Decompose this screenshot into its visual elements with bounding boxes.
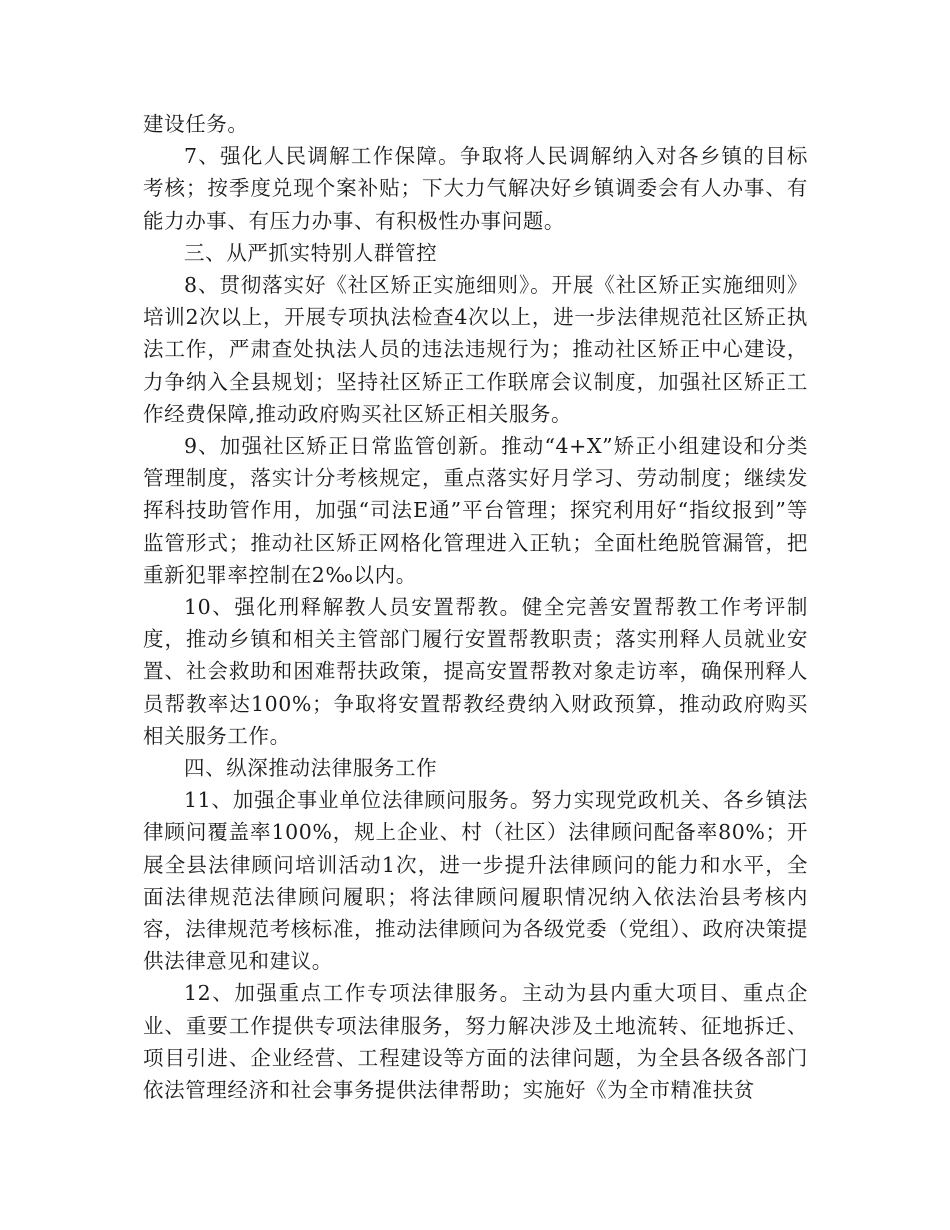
paragraph-item-9: 9、加强社区矫正日常监管创新。推动“4+X”矫正小组建设和分类管理制度，落实计分考核规定，重点落实好月学习、劳动制度；继续发挥科技助管作用，加强“司法E通”平台管理；探究利用好“指纹报到”等监管形式；推动社区矫正网格化管理进入正轨；全面杜绝脱管漏管，把重新犯罪率控制在2‰以内。 xyxy=(143,434,808,587)
paragraph-item-7: 7、强化人民调解工作保障。争取将人民调解纳入对各乡镇的目标考核；按季度兑现个案补贴；下大力气解决好乡镇调委会有人办事、有能力办事、有压力办事、有积极性办事问题。 xyxy=(143,144,808,233)
paragraph-continuation: 建设任务。 xyxy=(143,112,249,136)
paragraph-item-8: 8、贯彻落实好《社区矫正实施细则》。开展《社区矫正实施细则》培训2次以上，开展专项执法检查4次以上，进一步法律规范社区矫正执法工作，严肃查处执法人员的违法违规行为；推动社区矫正中心建设，力争纳入全县规划；坚持社区矫正工作联席会议制度，加强社区矫正工作经费保障,推动政府购买社区矫正相关服务。 xyxy=(143,273,808,426)
paragraph-item-12: 12、加强重点工作专项法律服务。主动为县内重大项目、重点企业、重要工作提供专项法律服务，努力解决涉及土地流转、征地拆迁、项目引进、企业经营、工程建设等方面的法律问题，为全县各级各部门依法管理经济和社会事务提供法律帮助；实施好《为全市精准扶贫 xyxy=(143,981,808,1103)
section-heading-4: 四、纵深推动法律服务工作 xyxy=(184,756,438,781)
document-body xyxy=(143,108,808,1106)
section-heading-3: 三、从严抓实特别人群管控 xyxy=(184,240,438,265)
paragraph-item-10: 10、强化刑释解教人员安置帮教。健全完善安置帮教工作考评制度，推动乡镇和相关主管部门履行安置帮教职责；落实刑释人员就业安置、社会救助和困难帮扶政策，提高安置帮教对象走访率，确保刑释人员帮教率达100%；争取将安置帮教经费纳入财政预算，推动政府购买相关服务工作。 xyxy=(143,595,808,748)
paragraph-item-11: 11、加强企事业单位法律顾问服务。努力实现党政机关、各乡镇法律顾问覆盖率100%，规上企业、村（社区）法律顾问配备率80%；开展全县法律顾问培训活动1次，进一步提升法律顾问的能力和水平，全面法律规范法律顾问履职；将法律顾问履职情况纳入依法治县考核内容，法律规范考核标准，推动法律顾问为各级党委（党组）、政府决策提供法律意见和建议。 xyxy=(143,788,808,974)
